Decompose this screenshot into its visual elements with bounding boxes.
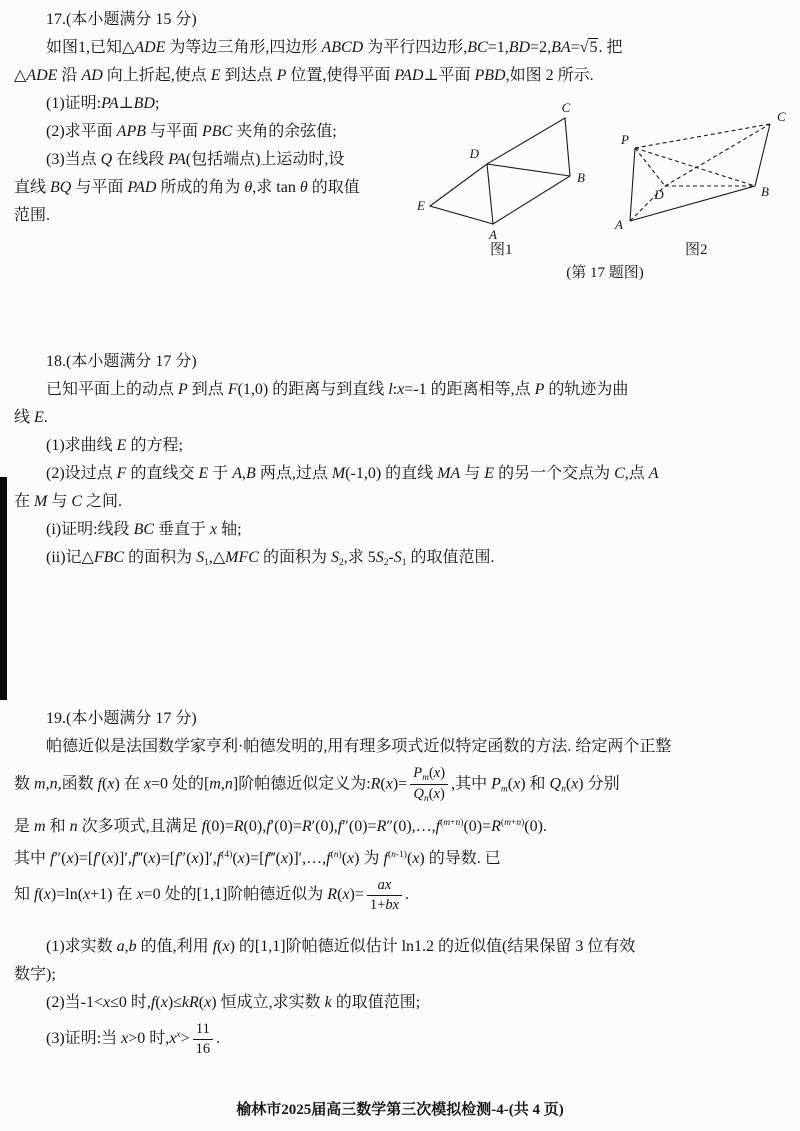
problem-18 bbox=[0, 348, 800, 577]
figure2-caption: 图2 bbox=[685, 242, 708, 258]
problem-19 bbox=[0, 705, 800, 1062]
p19-line-7: (2)当-1<x≤0 时,f(x)≤kR(x) 恒成立,求实数 k 的取值范围; bbox=[46, 994, 421, 1012]
p18-line-2: (1)求曲线 E 的方程; bbox=[46, 437, 183, 454]
p18-line-6: (ii)记△FBC 的面积为 $S_1,\triangle MFC$ 的面积为 $S_2$,求 $5S_2-S_1$ 的取值范围. bbox=[46, 549, 495, 568]
vertex-label-c2: C bbox=[777, 109, 786, 124]
problem-17 bbox=[0, 6, 800, 281]
vertex-label-d: D bbox=[469, 146, 479, 161]
p17-line-0: 如图1,已知△ADE 为等边三角形,四边形 ABCD 为平行四边形,BC=1,BD=2,BA=√5. 把 bbox=[46, 39, 623, 56]
p17-line-3: (2)求平面 APB 与平面 PBC 夹角的余弦值; bbox=[46, 123, 337, 140]
vertex-label-a2: A bbox=[615, 217, 623, 232]
p18-line-5: (i)证明:线段 BC 垂直于 x 轴; bbox=[46, 521, 242, 538]
figure-vertex-labels bbox=[416, 100, 786, 242]
p18-line-4: 在 M 与 C 之间. bbox=[14, 493, 123, 510]
p17-line-5: 直线 BQ 与平面 PAD 所成的角为 θ,求 tan θ 的取值 bbox=[14, 179, 360, 196]
figure1-caption: 图1 bbox=[490, 242, 513, 258]
figure2-drawing bbox=[630, 124, 770, 221]
p19-line-8: (3)证明:当 x>0 时$,x^x>$ $\frac{11}{16}$ . bbox=[46, 1021, 221, 1058]
p19-line-4: 知 f(x)=ln(x+1) 在 x=0 处的[1,1]阶帕德近似为 R(x)= $\frac{ax}{1+bx}$ . bbox=[14, 876, 409, 913]
figure-main-caption: (第 17 题图) bbox=[566, 265, 644, 281]
p19-line-1: 数 m,n,函数 f(x) 在 x=0 处的[m,n]阶帕德近似定义为:R(x)= $\frac{P_m(x)}{Q_n(x)}$ ,其中 $P_m(x)$ 和 $Q_n(x)$ 分别 bbox=[14, 765, 620, 805]
page-footer: 榆林市2025届高三数学第三次模拟检测-4-(共 4 页) bbox=[236, 1102, 564, 1118]
problem-18-heading: 18.(本小题满分 17 分) bbox=[46, 353, 197, 370]
problem-19-heading: 19.(本小题满分 17 分) bbox=[46, 710, 197, 727]
p17-line-2: (1)证明:PA⊥BD; bbox=[46, 95, 160, 112]
figure-problem-17 bbox=[415, 98, 795, 293]
p18-line-0: 已知平面上的动点 P 到点 F(1,0) 的距离与到直线 l:x=-1 的距离相等,点 P 的轨迹为曲 bbox=[46, 381, 629, 398]
p17-line-6: 范围. bbox=[14, 207, 51, 224]
p18-line-3: (2)设过点 F 的直线交 E 于 A,B 两点,过点 M(-1,0) 的直线 MA 与 E 的另一个交点为 C,点 A bbox=[46, 465, 659, 482]
vertex-label-p2: P bbox=[621, 132, 629, 147]
p19-line-5: (1)求实数 a,b 的值,利用 f(x) 的[1,1]阶帕德近似估计 ln1.2 的近似值(结果保留 3 位有效 bbox=[46, 938, 636, 956]
figure1-drawing bbox=[430, 118, 570, 224]
vertex-label-e: E bbox=[417, 198, 425, 213]
problem-17-heading: 17.(本小题满分 15 分) bbox=[46, 11, 197, 28]
p19-line-0: 帕德近似是法国数学家亨利·帕德发明的,用有理多项式近似特定函数的方法. 给定两个正整 bbox=[46, 738, 672, 755]
vertex-label-c: C bbox=[561, 100, 571, 115]
vertex-label-d2: D bbox=[654, 187, 664, 202]
p18-line-1: 线 E. bbox=[14, 409, 48, 426]
vertex-label-b: B bbox=[577, 170, 585, 185]
p17-line-1: △ADE 沿 AD 向上折起,使点 E 到达点 P 位置,使得平面 PAD⊥平面 PBD,如图 2 所示. bbox=[14, 67, 594, 84]
p19-line-6: 数字); bbox=[14, 966, 56, 984]
figure-svg bbox=[415, 98, 795, 258]
vertex-label-b2: B bbox=[761, 184, 769, 199]
vertex-label-a: A bbox=[489, 227, 497, 242]
p17-line-4: (3)当点 Q 在线段 PA(包括端点)上运动时,设 bbox=[46, 151, 345, 168]
p19-line-2: 是 m 和 n 次多项式,且满足 $f(0)=R(0),f'(0)=R'(0),f''(0)=R''(0),\dots,f^{(m+n)}(0)=R^{(m+n)}(0)$. bbox=[14, 817, 547, 835]
p19-line-3: 其中 $f''(x)=[f'(x)]',f‴(x)=[f''(x)]',f^{(4)}(x)=[f‴(x)]',\dots,f^{(n)}(x)$ 为 $f^{(n-1)}(x)$ 的导数. 已 bbox=[14, 849, 501, 867]
